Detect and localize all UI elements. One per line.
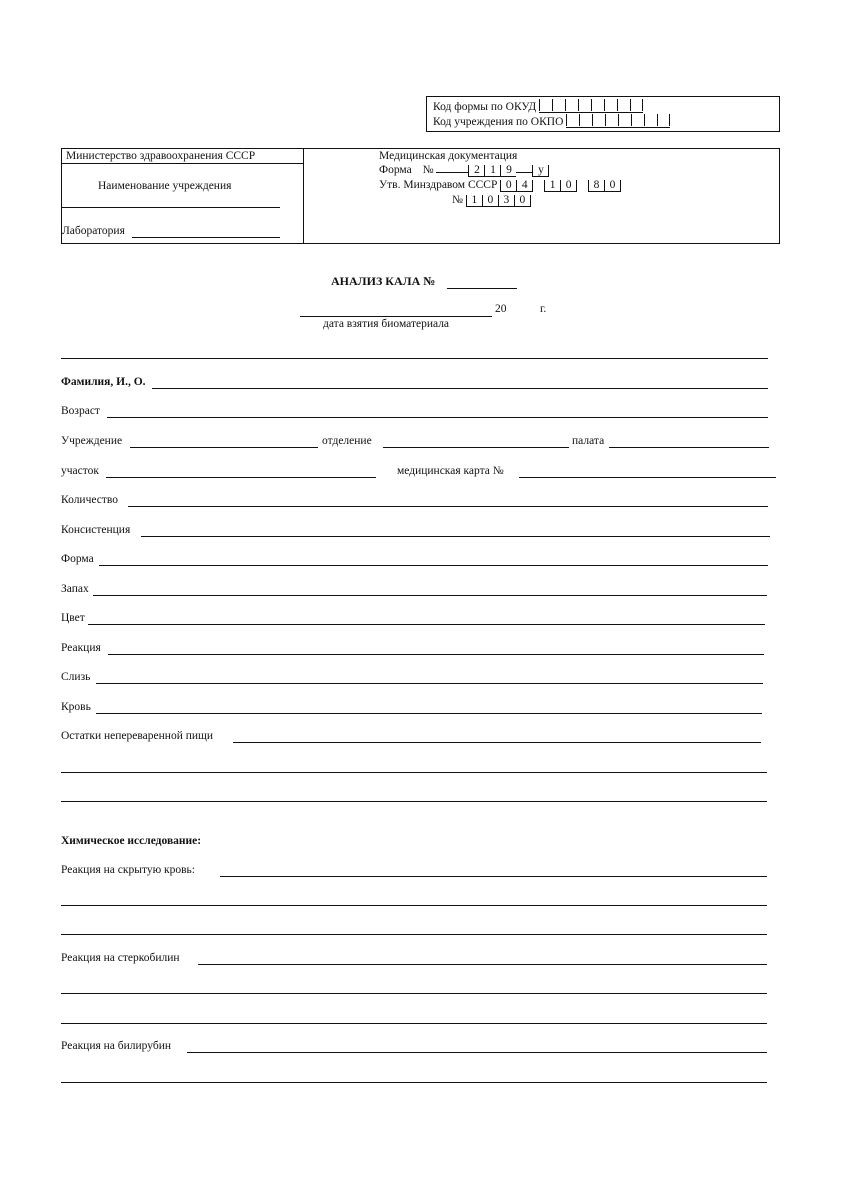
analysis-number-line[interactable] bbox=[447, 288, 517, 289]
form-codes-box bbox=[426, 96, 780, 132]
ministry-underline bbox=[62, 163, 303, 164]
okud-label: Код формы по ОКУД bbox=[433, 101, 537, 113]
institution-name-line[interactable] bbox=[62, 207, 280, 208]
institution-name-label: Наименование учреждения bbox=[98, 180, 232, 192]
undigested-label: Остатки непереваренной пищи bbox=[61, 730, 214, 742]
approved-date-month: 1 0 bbox=[544, 179, 577, 192]
order-number-digits: 1 0 3 0 bbox=[466, 194, 531, 207]
department-label: отделение bbox=[322, 435, 372, 447]
blood-label: Кровь bbox=[61, 701, 91, 713]
laboratory-line[interactable] bbox=[132, 237, 280, 238]
medical-card-line[interactable] bbox=[519, 477, 776, 478]
approved-date-year: 8 0 bbox=[588, 179, 621, 192]
occult-blood-line[interactable] bbox=[220, 876, 767, 877]
stercobilin-line-2[interactable] bbox=[61, 993, 767, 994]
okud-code-row bbox=[433, 99, 643, 113]
district-line[interactable] bbox=[106, 477, 376, 478]
occult-blood-line-3[interactable] bbox=[61, 934, 767, 935]
form-label: Форма bbox=[379, 164, 412, 176]
year-prefix: 20 bbox=[495, 303, 507, 315]
district-label: участок bbox=[61, 465, 99, 477]
date-caption: дата взятия биоматериала bbox=[323, 318, 450, 330]
approved-label: Утв. Минздравом СССР bbox=[379, 179, 498, 191]
smell-line[interactable] bbox=[93, 595, 767, 596]
laboratory-label: Лаборатория bbox=[62, 225, 125, 237]
chemistry-heading: Химическое исследование: bbox=[61, 835, 202, 847]
bilirubin-line[interactable] bbox=[187, 1052, 767, 1053]
page-title: АНАЛИЗ КАЛА № bbox=[331, 274, 436, 288]
okpo-code-cells[interactable] bbox=[566, 114, 670, 128]
document-header-box bbox=[61, 148, 780, 244]
undigested-line-3[interactable] bbox=[61, 801, 767, 802]
medical-card-label: медицинская карта № bbox=[397, 465, 504, 477]
sample-date-line[interactable] bbox=[300, 316, 492, 317]
okpo-label: Код учреждения по ОКПО bbox=[433, 116, 564, 128]
med-docs-label: Медицинская документация bbox=[379, 150, 518, 162]
year-suffix: г. bbox=[540, 303, 547, 315]
ward-line[interactable] bbox=[609, 447, 769, 448]
separator-line bbox=[61, 358, 768, 359]
blood-line[interactable] bbox=[96, 713, 762, 714]
form-number-digits: 2 1 9 у bbox=[436, 164, 549, 177]
smell-label: Запах bbox=[61, 583, 89, 595]
institution-label: Учреждение bbox=[61, 435, 123, 447]
form-line[interactable] bbox=[99, 565, 768, 566]
ward-label: палата bbox=[572, 435, 605, 447]
form-label: Форма bbox=[61, 553, 94, 565]
form-number-row: Форма № 2 1 9 у bbox=[379, 164, 549, 177]
okpo-code-row bbox=[433, 114, 670, 128]
stercobilin-label: Реакция на стеркобилин bbox=[61, 952, 180, 964]
undigested-line[interactable] bbox=[233, 742, 761, 743]
quantity-label: Количество bbox=[61, 494, 118, 506]
stercobilin-line[interactable] bbox=[198, 964, 767, 965]
surname-line[interactable] bbox=[152, 388, 768, 389]
mucus-label: Слизь bbox=[61, 671, 91, 683]
okud-code-cells[interactable] bbox=[539, 99, 643, 113]
color-line[interactable] bbox=[88, 624, 765, 625]
bilirubin-line-2[interactable] bbox=[61, 1082, 767, 1083]
reaction-line[interactable] bbox=[108, 654, 764, 655]
age-label: Возраст bbox=[61, 405, 100, 417]
ministry-name: Министерство здравоохранения СССР bbox=[66, 150, 256, 162]
consistency-label: Консистенция bbox=[61, 524, 131, 536]
reaction-label: Реакция bbox=[61, 642, 101, 654]
consistency-line[interactable] bbox=[141, 536, 770, 537]
approved-row bbox=[379, 179, 621, 192]
age-line[interactable] bbox=[107, 417, 768, 418]
bilirubin-label: Реакция на билирубин bbox=[61, 1040, 172, 1052]
department-line[interactable] bbox=[383, 447, 569, 448]
undigested-line-2[interactable] bbox=[61, 772, 767, 773]
quantity-line[interactable] bbox=[128, 506, 768, 507]
mucus-line[interactable] bbox=[96, 683, 763, 684]
occult-blood-label: Реакция на скрытую кровь: bbox=[61, 864, 196, 876]
occult-blood-line-2[interactable] bbox=[61, 905, 767, 906]
surname-label: Фамилия, И., О. bbox=[61, 376, 146, 388]
header-divider bbox=[303, 149, 304, 243]
institution-line[interactable] bbox=[130, 447, 318, 448]
color-label: Цвет bbox=[61, 612, 85, 624]
approved-date-day: 0 4 bbox=[500, 179, 533, 192]
order-number-row: № 1 0 3 0 bbox=[452, 194, 531, 207]
stercobilin-line-3[interactable] bbox=[61, 1023, 767, 1024]
